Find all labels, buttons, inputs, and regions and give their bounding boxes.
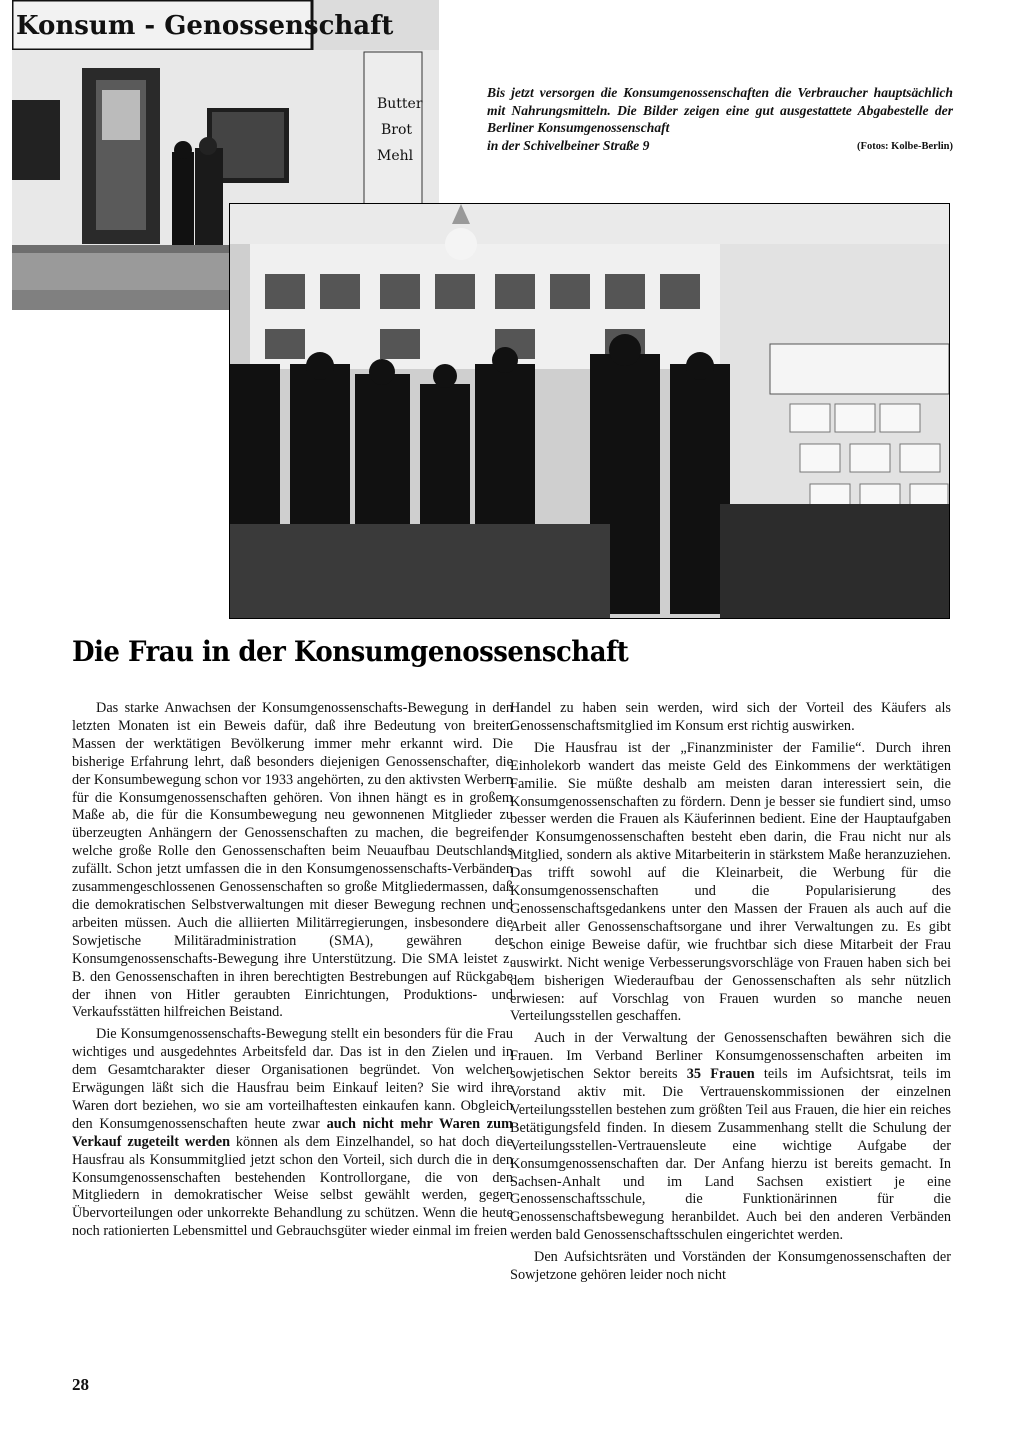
right-paragraph-4: Den Aufsichtsräten und Vorständen der Konsumgenossenschaften der Sowjetzone gehören leider noch nicht [510,1249,951,1284]
right-paragraph-3-b: teils im Aufsichtsrat, teils im Vorstand aktiv mit. Die Vertrauenskommissionen der einzelnen Verteilungsstellen bestehen zum größten Teil aus Frauen, die hier ein reiches Betätigungsfeld finden. In diesem Zusammenhang stellt die Schulung der Verteilungsstellen-Vertrauensleute eine wichtige Aufgabe der Konsumgenossenschaften dar. Der Anfang hierzu ist bereits gemacht. In Sachsen-Anhalt und im Land Sachsen existiert je eine Genossenschaftsschule, die Funktionärinnen für die Genossenschaftsbewegung heranbildet. Auch bei den anderen Verbänden werden bald Genossenschaftsschulen eingerichtet werden. [510,1066,951,1244]
right-paragraph-3 [510,1030,951,1245]
photo-credit: (Fotos: Kolbe-Berlin) [857,140,953,152]
svg-text:Mehl: Mehl [377,148,414,164]
svg-text:Butter: Butter [377,96,423,112]
page-number: 28 [72,1375,89,1394]
article-right-column [510,700,951,1289]
shop-interior-photo [229,203,950,619]
caption-text: Bis jetzt versorgen die Konsumgenossenschaften die Verbraucher hauptsächlich mit Nahrungsmitteln. Die Bilder zeigen eine gut ausgestattete Abgabestelle der Berliner Konsumgenossenschaft [487,85,953,135]
svg-text:Brot: Brot [381,122,413,138]
left-paragraph-2-a: Die Konsumgenossenschafts-Bewegung stellt ein besonders für die Frau wichtiges und ausgedehntes Arbeitsfeld dar. Das ist in den Zielen und in dem Gesamtcharakter dieser Organisationen begründet. Von welchen Erwägungen läßt sich die Hausfrau beim Einkauf leiten? Sie wird ihre Waren dort beziehen, wo sie am vorteilhaftesten einkaufen kann. Obgleich den Konsumgenossenschaften heute zwar [72,1026,513,1132]
left-paragraph-2 [72,1026,513,1241]
left-paragraph-2-bold: auch nicht mehr Waren zum Verkauf zugeteilt werden [72,1115,513,1150]
right-paragraph-2: Die Hausfrau ist der „Finanzminister der Familie“. Durch ihren Einholekorb wandert das meiste Geld des Einkommens der werktätigen Familie. Sie müßte deshalb am meisten daran interessiert sein, die Konsumgenossenschaften zu fördern. Denn je besser sie fundiert sind, umso besser werden die Frauen als Käuferinnen bedient. Eine der Hauptaufgaben der Konsumgenossenschaften besteht eben darin, die Frau nicht nur als Mitglied, sondern als aktive Mitarbeiterin in stärkstem Maße heranzuziehen. Das trifft sowohl auf die Kleinarbeit, die Werbung für die Konsumgenossenschaften und die Popularisierung des Genossenschaftsgedankens unter den Massen der Frauen als auch auf die Arbeit aller Genossenschaftsorgane und ihrer Verwaltungen zu. Es gibt schon einige Beweise dafür, wie fruchtbar sich diese Mitarbeit der Frau auswirkt. Nicht wenige Verbesserungsvorschläge von Frauen haben sich bei dem bisherigen Wiederaufbau der Genossenschaften als sehr nützlich erwiesen: auf Vorschlag von Frauen wurden so manche neuen Verteilungsstellen geschaffen. [510,739,951,1025]
right-paragraph-3-a: Auch in der Verwaltung der Genossenschaften bewähren sich die Frauen. Im Verband Berliner Konsumgenossenschaften arbeiten im sowjetischen Sektor bereits [510,1030,951,1083]
left-paragraph-1: Das starke Anwachsen der Konsumgenossenschafts-Bewegung in den letzten Monaten ist ein Beweis dafür, daß ihre Bedeutung von breiten Massen der werktätigen Bevölkerung immer mehr erkannt wird. Die bisherige Erfahrung lehrt, daß besonders diejenigen Genossenschafter, die der Konsumbewegung schon vor 1933 angehörten, zu den aktivsten Werbern für die Konsumgenossenschaften gehören. Von ihnen hängt es in großem Maße ab, die für die Konsumbewegung neu gewonnenen Mitglieder zu überzeugten Anhängern der Genossenschaften zu machen, die begreifen, welche große Rolle den Genossenschaften beim Neuaufbau Deutschlands zufällt. Schon jetzt umfassen die in den Konsumgenossenschafts-Verbänden zusammengeschlossenen Genossenschaften so große Mitgliedermassen, daß die demokratischen Selbstverwaltungen mit dieser Bewegung rechnen und arbeiten müssen. Auch die alliierten Militärregierungen, insbesondere die Sowjetische Militäradministration (SMA), gewähren der Konsumgenossenschafts-Bewegung ihre Unterstützung. Die SMA leistet z. B. den Genossenschaften in ihren berechtigten Bestrebungen auf Rückgabe der ihnen von Hitler geraubten Einrichtungen, Produktions- und Verkaufsstätten hilfreichen Beistand. [72,700,513,1021]
left-paragraph-2-b: können als dem Einzelhandel, so hat doch die Hausfrau als Konsummitglied jetzt schon den Vorteil, sich durch die in den Konsumgenossenschaften bestehenden Kontrollorgane, die von den Mitgliedern in demokratischer Weise selbst gewählt werden, gegen Übervorteilungen oder unkorrekte Behandlung zu schützen. Wenn die heute noch rationierten Lebensmittel und Gebrauchsgüter wieder einmal im freien [72,1133,513,1240]
right-paragraph-1-continued: Handel zu haben sein werden, wird sich der Vorteil des Käufers als Genossenschaftsmitglied im Konsum erst richtig auswirken. [510,700,951,734]
caption-last-line: in der Schivelbeiner Straße 9 [487,137,650,153]
article-left-column [72,700,513,1245]
right-paragraph-3-bold: 35 Frauen [686,1066,755,1083]
photo-caption [487,84,953,155]
article-headline: Die Frau in der Konsumgenossenschaft [72,636,629,669]
storefront-sign-text: Konsum - Genossenschaft [16,11,394,41]
